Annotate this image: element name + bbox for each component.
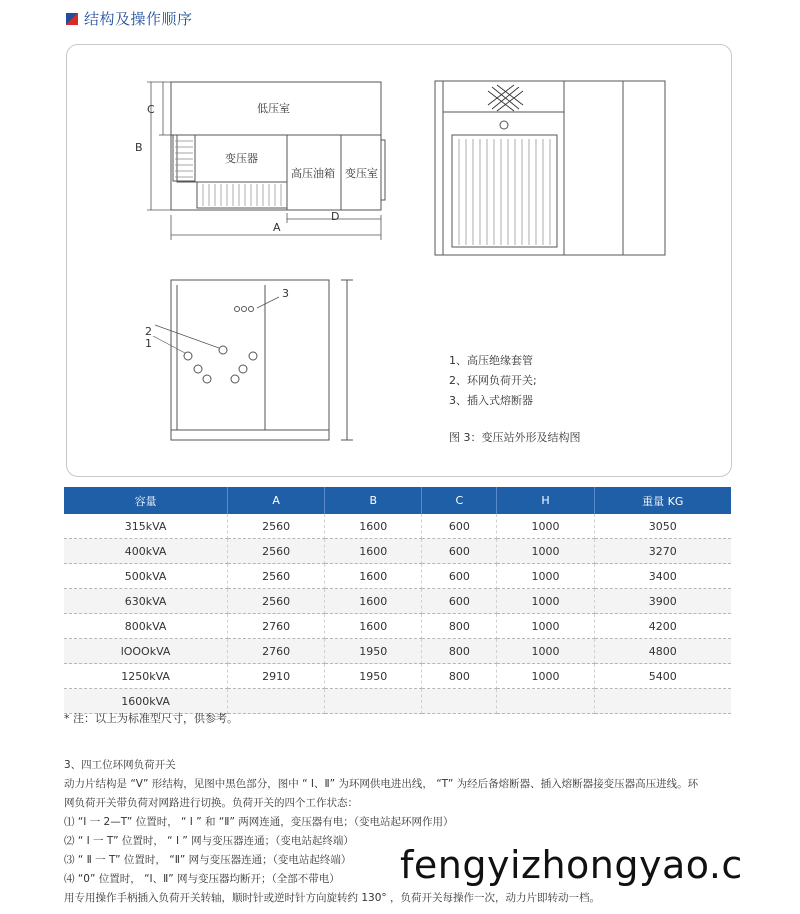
dim-label-b: B — [135, 141, 143, 154]
cell: 1000 — [497, 589, 594, 614]
cell: 2760 — [228, 614, 325, 639]
cell: 1600 — [325, 614, 422, 639]
header-h: H — [497, 487, 594, 514]
cell: 800 — [422, 639, 497, 664]
header-c: C — [422, 487, 497, 514]
cell: 5400 — [594, 664, 731, 689]
table-note: * 注：以上为标准型尺寸，供参考。 — [64, 712, 238, 725]
cell: 1950 — [325, 664, 422, 689]
table-header-row — [64, 487, 731, 514]
cell: 4200 — [594, 614, 731, 639]
paragraph: 动力片结构是 “V” 形结构，见图中黑色部分，图中 “ Ⅰ、Ⅱ” 为环网供电进出线， “T” 为经后备熔断器、插入熔断器接变压器高压进线。环 — [64, 778, 699, 790]
header-a: A — [228, 487, 325, 514]
cell: 315kVA — [64, 514, 228, 539]
cell — [325, 689, 422, 714]
section-icon — [66, 13, 78, 25]
cell: 1000 — [497, 639, 594, 664]
cell: 800kVA — [64, 614, 228, 639]
plan-view-outline — [171, 280, 329, 440]
paragraph-heading: 3、四工位环网负荷开关 — [64, 759, 176, 771]
label-low-voltage-room: 低压室 — [257, 102, 290, 115]
structure-diagram — [67, 45, 731, 476]
cell: 3900 — [594, 589, 731, 614]
cell: 1000 — [497, 539, 594, 564]
cell: 3270 — [594, 539, 731, 564]
cell: 1600 — [325, 589, 422, 614]
section-header — [66, 8, 193, 29]
table-row — [64, 664, 731, 689]
cell — [422, 689, 497, 714]
cell: 1000 — [497, 514, 594, 539]
label-transformer-room: 变压室 — [345, 167, 378, 180]
cell: 4800 — [594, 639, 731, 664]
cell: 500kVA — [64, 564, 228, 589]
paragraph: ⑵ “ Ⅰ 一 T” 位置时， “ Ⅰ ” 网与变压器连通；（变电站起终端） — [64, 835, 354, 847]
cell: 600 — [422, 514, 497, 539]
label-hv-oil-tank: 高压油箱 — [291, 167, 335, 180]
callout-2: 2 — [145, 325, 152, 338]
table-row — [64, 589, 731, 614]
cell: 1950 — [325, 639, 422, 664]
dim-label-d: D — [331, 210, 340, 223]
legend-item: 1、高压绝缘套管 — [449, 354, 533, 367]
callout-3: 3 — [282, 287, 289, 300]
cell: 600 — [422, 589, 497, 614]
cell: 1600 — [325, 539, 422, 564]
cell: 2560 — [228, 564, 325, 589]
dim-label-a: A — [273, 221, 281, 234]
cell: 3050 — [594, 514, 731, 539]
cell — [228, 689, 325, 714]
cell: 800 — [422, 614, 497, 639]
cell — [497, 689, 594, 714]
dim-label-c: C — [147, 103, 155, 116]
cell: 1250kVA — [64, 664, 228, 689]
watermark: fengyizhongyao.c — [400, 843, 743, 887]
paragraph: 用专用操作手柄插入负荷开关转轴，顺时针或逆时针方向旋转约 130° ，负荷开关每操作一次，动力片即转动一档。 — [64, 892, 600, 904]
table-row — [64, 564, 731, 589]
cell: 1600kVA — [64, 689, 228, 714]
table-row — [64, 639, 731, 664]
section-title: 结构及操作顺序 — [84, 10, 193, 28]
cell: 3400 — [594, 564, 731, 589]
cell: lOOOkVA — [64, 639, 228, 664]
legend-item: 3、插入式熔断器 — [449, 394, 533, 407]
cell: 800 — [422, 664, 497, 689]
header-capacity: 容量 — [64, 487, 228, 514]
table-row — [64, 614, 731, 639]
cell: 1000 — [497, 564, 594, 589]
paragraph: ⑷ “0” 位置时， “Ⅰ、Ⅱ” 网与变压器均断开；（全部不带电） — [64, 873, 340, 885]
cell: 1600 — [325, 564, 422, 589]
structure-figure — [66, 44, 732, 477]
cell: 2560 — [228, 539, 325, 564]
figure-caption: 图 3：变压站外形及结构图 — [449, 431, 581, 444]
cell: 1600 — [325, 514, 422, 539]
cell: 400kVA — [64, 539, 228, 564]
legend-item: 2、环网负荷开关; — [449, 374, 537, 387]
figure-legend — [449, 351, 537, 411]
cell: 2760 — [228, 639, 325, 664]
cell: 2910 — [228, 664, 325, 689]
paragraph: ⑶ “ Ⅱ 一 T” 位置时， “Ⅱ” 网与变压器连通；（变电站起终端） — [64, 854, 352, 866]
label-transformer: 变压器 — [225, 152, 258, 165]
cell: 600 — [422, 564, 497, 589]
cell: 2560 — [228, 514, 325, 539]
cell — [594, 689, 731, 714]
paragraph: ⑴ “Ⅰ 一 2—T” 位置时， “ Ⅰ ” 和 “Ⅱ” 两网连通，变压器有电；（变电站起环网作用） — [64, 816, 454, 828]
cell: 1000 — [497, 664, 594, 689]
spec-table — [64, 487, 731, 714]
cell: 2560 — [228, 589, 325, 614]
table-row — [64, 514, 731, 539]
header-weight: 重量 KG — [594, 487, 731, 514]
callout-1: 1 — [145, 337, 152, 350]
paragraph: 网负荷开关带负荷对网路进行切换。负荷开关的四个工作状态： — [64, 797, 358, 809]
cell: 1000 — [497, 614, 594, 639]
table-row — [64, 539, 731, 564]
cell: 630kVA — [64, 589, 228, 614]
cell: 600 — [422, 539, 497, 564]
header-b: B — [325, 487, 422, 514]
